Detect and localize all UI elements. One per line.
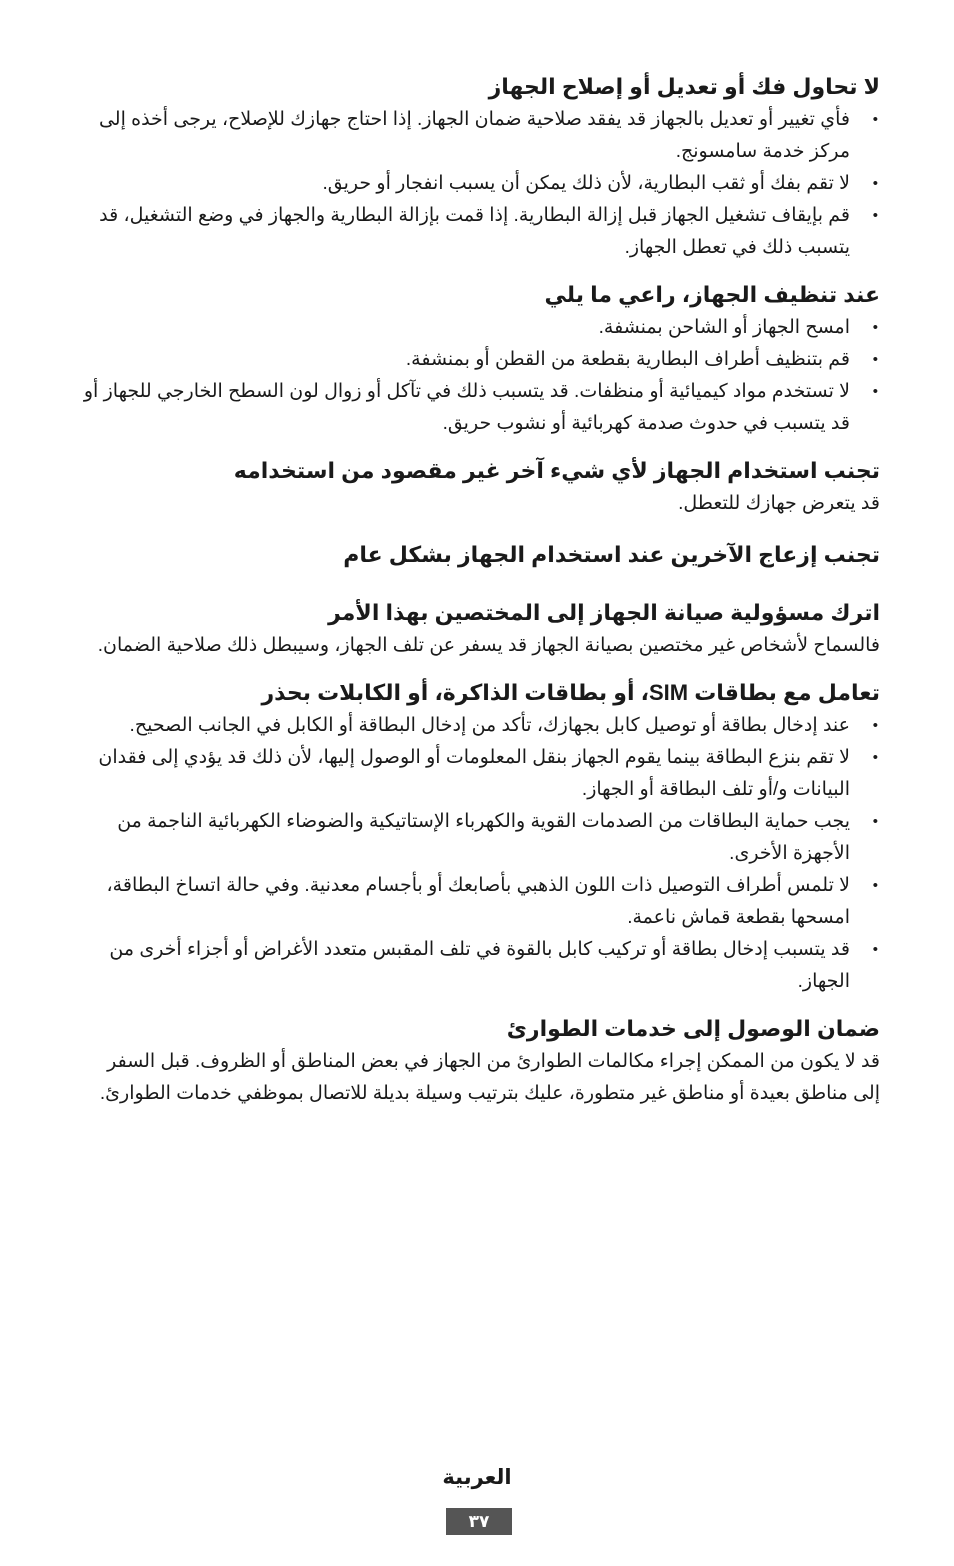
section-paragraph: قد لا يكون من الممكن إجراء مكالمات الطوارئ من الجهاز في بعض المناطق أو الظروف. قبل السفر إلى مناطق بعيدة أو مناطق غير متطورة، عليك بترتيب وسيلة بديلة للاتصال بموظفي خدمات الطوارئ. bbox=[99, 1051, 880, 1104]
list-item: • فأي تغيير أو تعديل بالجهاز قد يفقد صلاحية ضمان الجهاز. إذا احتاج جهازك للإصلاح، يرجى أخذه إلى مركز خدمة سامسونج. bbox=[75, 104, 880, 168]
list-item: • لا تستخدم مواد كيميائية أو منظفات. قد يتسبب ذلك في تآكل أو زوال لون السطح الخارجي للجهاز أو قد يتسبب في حدوث صدمة كهربائية أو نشوب حريق. bbox=[75, 376, 880, 440]
section-paragraph: قد يتعرض جهازك للتعطل. bbox=[678, 493, 880, 514]
list-item: • عند إدخال بطاقة أو توصيل كابل بجهازك، تأكد من إدخال البطاقة أو الكابل في الجانب الصحيح. bbox=[75, 710, 880, 742]
document-body bbox=[75, 70, 880, 1110]
section-heading: لا تحاول فك أو تعديل أو إصلاح الجهاز bbox=[488, 74, 880, 99]
page-number-badge: ٣٧ bbox=[446, 1508, 512, 1535]
footer-language-label: العربية bbox=[442, 1466, 512, 1489]
section-paragraph: فالسماح لأشخاص غير مختصين بصيانة الجهاز قد يسفر عن تلف الجهاز، وسيبطل ذلك صلاحية الضمان. bbox=[97, 635, 880, 656]
section-heading: اترك مسؤولية صيانة الجهاز إلى المختصين بهذا الأمر bbox=[328, 600, 880, 625]
section-intended-use bbox=[75, 454, 880, 520]
list-item: • قد يتسبب إدخال بطاقة أو تركيب كابل بالقوة في تلف المقبس متعدد الأغراض أو أجزاء أخرى من الجهاز. bbox=[75, 934, 880, 998]
bullet-list bbox=[75, 710, 880, 998]
list-item: • يجب حماية البطاقات من الصدمات القوية والكهرباء الإستاتيكية والضوضاء الكهربائية الناجمة من الأجهزة الأخرى. bbox=[75, 806, 880, 870]
section-heading: تعامل مع بطاقات SIM، أو بطاقات الذاكرة، أو الكابلات بحذر bbox=[261, 680, 880, 705]
list-item: • قم بإيقاف تشغيل الجهاز قبل إزالة البطارية. إذا قمت بإزالة البطارية والجهاز في وضع التشغيل، قد يتسبب ذلك في تعطل الجهاز. bbox=[75, 200, 880, 264]
section-heading: ضمان الوصول إلى خدمات الطوارئ bbox=[506, 1016, 880, 1041]
bullet-list bbox=[75, 312, 880, 440]
section-disassembly bbox=[75, 70, 880, 264]
section-disturbing-others bbox=[75, 538, 880, 572]
section-cleaning bbox=[75, 278, 880, 440]
bullet-list bbox=[75, 104, 880, 264]
list-item: • لا تلمس أطراف التوصيل ذات اللون الذهبي بأصابعك أو بأجسام معدنية. وفي حالة اتساخ البطاقة، امسحها بقطعة قماش ناعمة. bbox=[75, 870, 880, 934]
section-cards-cables bbox=[75, 676, 880, 998]
section-heading: عند تنظيف الجهاز، راعي ما يلي bbox=[544, 282, 880, 307]
list-item: • امسح الجهاز أو الشاحن بمنشفة. bbox=[75, 312, 880, 344]
section-heading: تجنب إزعاج الآخرين عند استخدام الجهاز بشكل عام bbox=[343, 542, 880, 567]
list-item: • لا تقم بنزع البطاقة بينما يقوم الجهاز بنقل المعلومات أو الوصول إليها، لأن ذلك قد يؤدي إلى فقدان البيانات و/أو تلف البطاقة أو الجهاز. bbox=[75, 742, 880, 806]
section-heading: تجنب استخدام الجهاز لأي شيء آخر غير مقصود من استخدامه bbox=[233, 458, 880, 483]
section-maintenance bbox=[75, 596, 880, 662]
list-item: • قم بتنظيف أطراف البطارية بقطعة من القطن أو بمنشفة. bbox=[75, 344, 880, 376]
section-emergency-services bbox=[75, 1012, 880, 1110]
list-item: • لا تقم بفك أو ثقب البطارية، لأن ذلك يمكن أن يسبب انفجار أو حريق. bbox=[75, 168, 880, 200]
